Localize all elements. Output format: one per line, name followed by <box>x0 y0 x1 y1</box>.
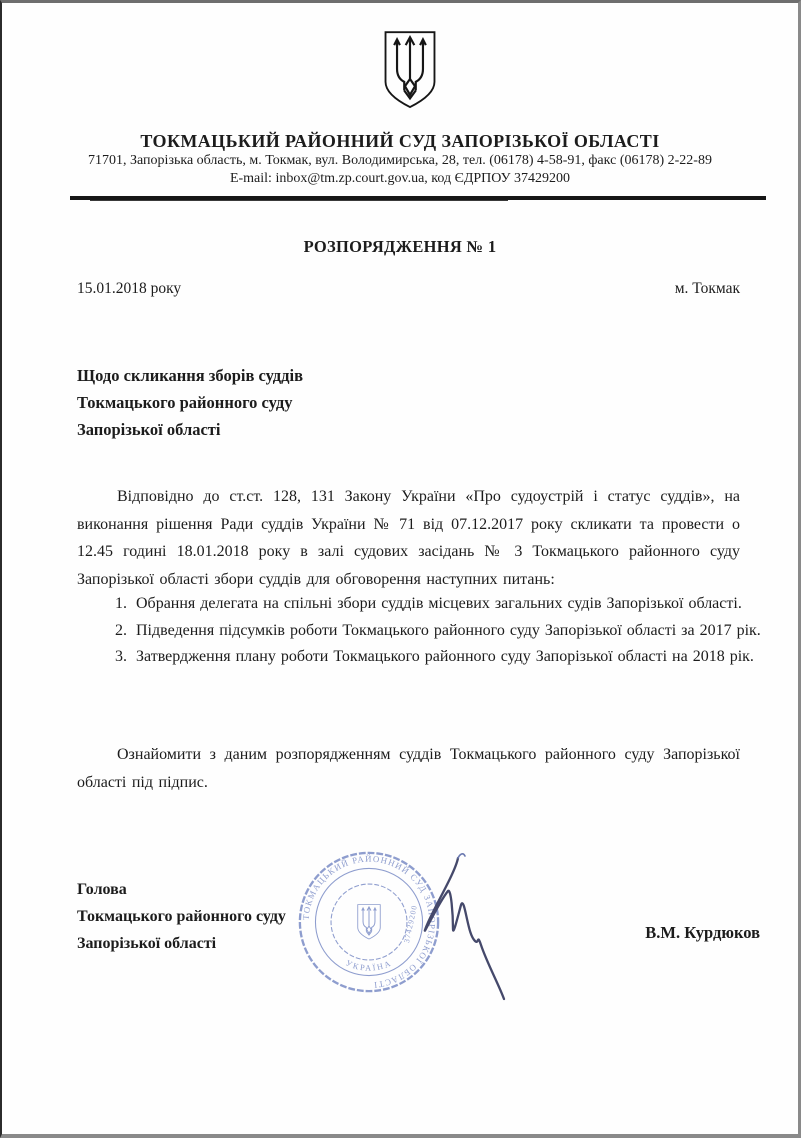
svg-text:УКРАЇНА <box>344 958 393 972</box>
signatory-position-line: Голова <box>77 881 127 898</box>
ukraine-trident-emblem <box>374 15 446 125</box>
subject-line: Токмацького районного суду <box>77 393 293 412</box>
subject-line: Запорізької області <box>77 420 221 439</box>
signatory-position-line: Токмацького районного суду <box>77 908 286 925</box>
signatory-position-block <box>77 876 286 957</box>
handwritten-signature <box>408 846 512 1011</box>
header-divider-rule <box>70 196 766 200</box>
subject-line: Щодо скликання зборів суддів <box>77 366 303 385</box>
document-date: 15.01.2018 року <box>77 280 182 297</box>
court-name: ТОКМАЦЬКИЙ РАЙОННИЙ СУД ЗАПОРІЗЬКОЇ ОБЛАСТІ <box>140 131 660 151</box>
document-title: РОЗПОРЯДЖЕННЯ № 1 <box>303 237 497 256</box>
body-paragraph: Відповідно до ст.ст. 128, 131 Закону України «Про судоустрій і статус суддів», на виконання рішення Ради суддів України № 71 від 07.12.2017 року скликати та провести о 12.45 годині 18.01.2018 року в залі судових засідань № 3 Токмацького районного суду Запорізької області збори суддів для обговорення наступних питань: <box>77 488 740 588</box>
document-place: м. Токмак <box>674 280 740 297</box>
subject-block <box>77 362 303 443</box>
stamp-edrpou-code: 37429200 <box>402 903 419 944</box>
agenda-item: 2. Підведення підсумків роботи Токмацького районного суду Запорізької області за 2017 рік. <box>132 618 795 645</box>
signatory-name: В.М. Курдюков <box>645 923 760 942</box>
court-address: 71701, Запорізька область, м. Токмак, вул. Володимирська, 28, тел. (06178) 4-58-91, факс (06178) 2-22-89 <box>88 153 712 168</box>
closing-paragraph: Ознайомити з даним розпорядженням суддів Токмацького районного суду Запорізької області під підпис. <box>77 746 740 791</box>
agenda-item: 1. Обрання делегата на спільні збори суддів місцевих загальних судів Запорізької області. <box>132 591 795 618</box>
agenda-list <box>77 591 795 671</box>
court-contact-line: E-mail: inbox@tm.zp.court.gov.ua, код ЄДРПОУ 37429200 <box>229 171 571 186</box>
stamp-ring-text: ТОКМАЦЬКИЙ РАЙОННИЙ СУД ЗАПОРІЗЬКОЇ ОБЛАСТІ <box>300 853 438 991</box>
date-place-row <box>77 280 740 298</box>
agenda-item: 3. Затвердження плану роботи Токмацького районного суду Запорізької області на 2018 рік. <box>132 644 795 671</box>
stamp-country-text: УКРАЇНА <box>344 958 394 973</box>
signatory-position-line: Запорізької області <box>77 935 217 952</box>
